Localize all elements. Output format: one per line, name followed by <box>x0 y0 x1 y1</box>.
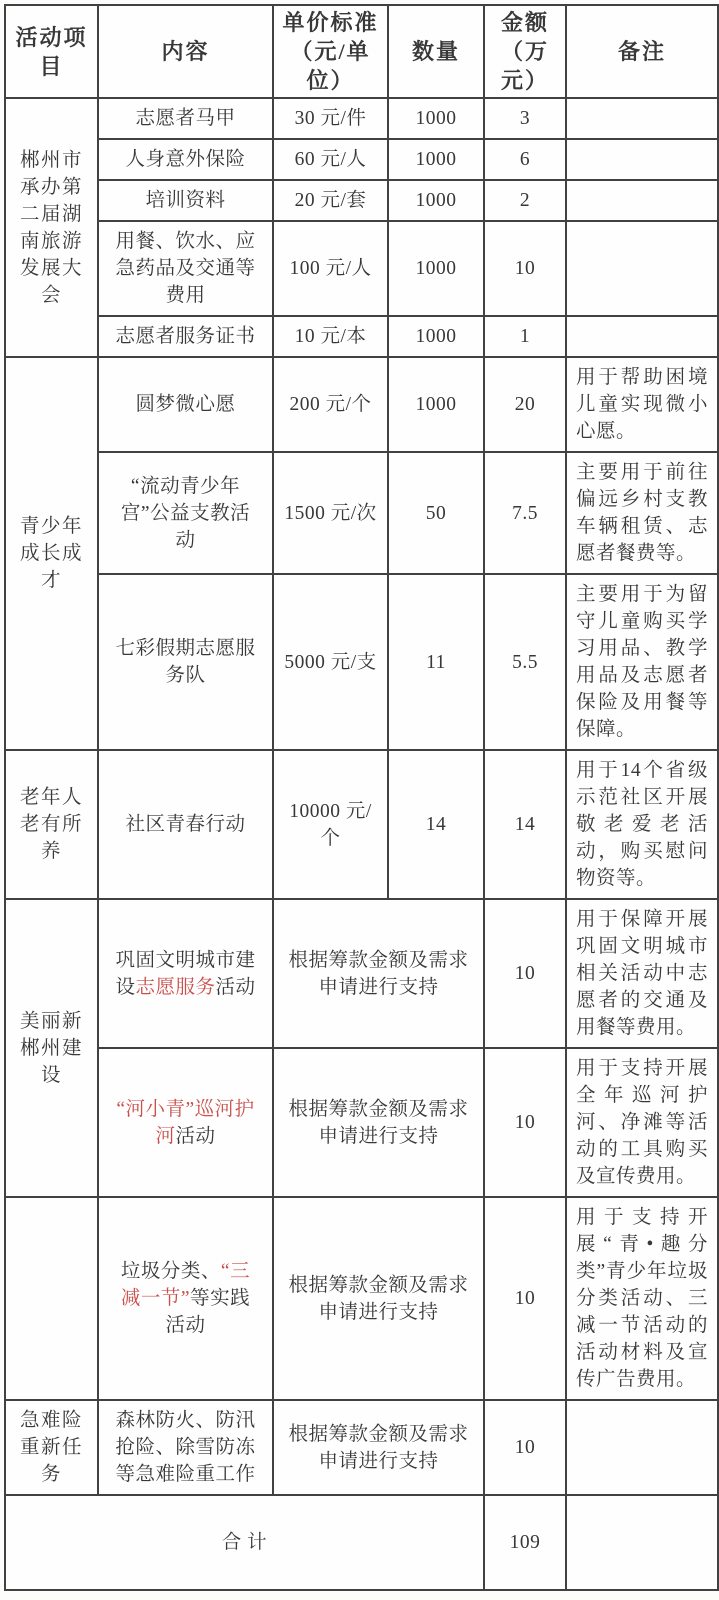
table-row <box>5 316 718 357</box>
price-cell: 30 元/件 <box>273 98 388 139</box>
price-cell: 20 元/套 <box>273 180 388 221</box>
content-cell: 培训资料 <box>98 180 273 221</box>
highlighted-red-text: “河小青”巡河护河 <box>116 1098 255 1147</box>
amount-cell: 10 <box>484 1048 566 1197</box>
content-cell: 七彩假期志愿服务队 <box>98 574 273 750</box>
remark-cell: 主要用于为留守儿童购买学习用品、教学用品及志愿者保险及用餐等保障。 <box>566 574 718 750</box>
table-row <box>5 357 718 452</box>
header-cell-amount: 金额（万元） <box>484 5 566 98</box>
remark-cell <box>566 221 718 316</box>
amount-cell: 10 <box>484 1197 566 1400</box>
table-row <box>5 1197 718 1400</box>
header-cell-unit_price: 单价标准（元/单位） <box>273 5 388 98</box>
amount-cell: 10 <box>484 221 566 316</box>
project-cell: 美丽新郴州建设 <box>5 899 98 1197</box>
content-cell: 森林防火、防汛抢险、除雪防冻等急难险重工作 <box>98 1400 273 1495</box>
table-row <box>5 221 718 316</box>
highlighted-red-text: “三减一节” <box>120 1261 251 1309</box>
total-row <box>5 1495 718 1590</box>
price-cell: 200 元/个 <box>273 357 388 452</box>
table-row <box>5 750 718 899</box>
qty-cell: 11 <box>388 574 484 750</box>
price-cell: 根据筹款金额及需求申请进行支持 <box>273 899 484 1048</box>
amount-cell: 2 <box>484 180 566 221</box>
header-cell-content: 内容 <box>98 5 273 98</box>
qty-cell: 1000 <box>388 221 484 316</box>
amount-cell: 20 <box>484 357 566 452</box>
content-cell <box>98 1048 273 1197</box>
content-cell: 人身意外保险 <box>98 139 273 180</box>
remark-cell <box>566 316 718 357</box>
amount-cell: 7.5 <box>484 452 566 574</box>
header-cell-project: 活动项目 <box>5 5 98 98</box>
qty-cell: 1000 <box>388 139 484 180</box>
qty-cell: 1000 <box>388 180 484 221</box>
table-row <box>5 899 718 1048</box>
content-cell <box>98 1197 273 1400</box>
text-segment: 等实践活动 <box>165 1288 251 1336</box>
price-cell: 60 元/人 <box>273 139 388 180</box>
content-cell: 社区青春行动 <box>98 750 273 899</box>
price-cell: 根据筹款金额及需求申请进行支持 <box>273 1048 484 1197</box>
total-label-cell: 合 计 <box>5 1495 484 1590</box>
project-cell <box>5 1197 98 1400</box>
content-cell: 用餐、饮水、应急药品及交通等费用 <box>98 221 273 316</box>
table-row <box>5 1400 718 1495</box>
project-cell: 老年人老有所养 <box>5 750 98 899</box>
amount-cell: 3 <box>484 98 566 139</box>
project-cell: 急难险重新任务 <box>5 1400 98 1495</box>
amount-cell: 10 <box>484 899 566 1048</box>
highlighted-red-text: 志愿服务 <box>135 976 216 998</box>
remark-cell <box>566 139 718 180</box>
table-row <box>5 1048 718 1197</box>
amount-cell: 10 <box>484 1400 566 1495</box>
header-cell-quantity: 数量 <box>388 5 484 98</box>
amount-cell: 14 <box>484 750 566 899</box>
table-row <box>5 98 718 139</box>
text-segment: 巩固文明城市建设 <box>115 949 256 998</box>
table-row <box>5 180 718 221</box>
text-segment: 垃圾分类、 <box>120 1261 221 1282</box>
price-cell: 10 元/本 <box>273 316 388 357</box>
content-cell: “流动青少年宫”公益支教活动 <box>98 452 273 574</box>
budget-table-body <box>5 98 718 1590</box>
price-cell: 1500 元/次 <box>273 452 388 574</box>
remark-cell: 用于14个省级示范社区开展敬老爱老活动，购买慰问物资等。 <box>566 750 718 899</box>
price-cell: 5000 元/支 <box>273 574 388 750</box>
qty-cell: 1000 <box>388 316 484 357</box>
content-cell <box>98 899 273 1048</box>
remark-cell <box>566 1400 718 1495</box>
price-cell: 100 元/人 <box>273 221 388 316</box>
price-cell: 根据筹款金额及需求申请进行支持 <box>273 1400 484 1495</box>
header-cell-remark: 备注 <box>566 5 718 98</box>
text-segment: 活动 <box>175 1125 216 1147</box>
header-row <box>5 5 718 98</box>
table-row <box>5 574 718 750</box>
qty-cell: 1000 <box>388 98 484 139</box>
remark-cell <box>566 180 718 221</box>
amount-cell: 109 <box>484 1495 566 1590</box>
qty-cell: 1000 <box>388 357 484 452</box>
amount-cell: 5.5 <box>484 574 566 750</box>
amount-cell: 6 <box>484 139 566 180</box>
content-cell: 志愿者马甲 <box>98 98 273 139</box>
qty-cell: 50 <box>388 452 484 574</box>
remark-cell: 用于帮助困境儿童实现微小心愿。 <box>566 357 718 452</box>
text-segment: 活动 <box>215 976 256 998</box>
remark-cell <box>566 1495 718 1590</box>
amount-cell: 1 <box>484 316 566 357</box>
budget-table-header <box>5 5 718 98</box>
project-cell: 青少年成长成才 <box>5 357 98 750</box>
remark-cell: 用于支持开展“青•趣分类”青少年垃圾分类活动、三减一节活动的活动材料及宣传广告费用。 <box>566 1197 718 1400</box>
table-row <box>5 452 718 574</box>
qty-cell: 14 <box>388 750 484 899</box>
remark-cell: 主要用于前往偏远乡村支教车辆租赁、志愿者餐费等。 <box>566 452 718 574</box>
content-cell: 圆梦微心愿 <box>98 357 273 452</box>
price-cell: 10000 元/个 <box>273 750 388 899</box>
content-cell: 志愿者服务证书 <box>98 316 273 357</box>
remark-cell <box>566 98 718 139</box>
remark-cell: 用于支持开展全年巡河护河、净滩等活动的工具购买及宣传费用。 <box>566 1048 718 1197</box>
budget-table <box>4 4 719 1591</box>
project-cell: 郴州市承办第二届湖南旅游发展大会 <box>5 98 98 357</box>
remark-cell: 用于保障开展巩固文明城市相关活动中志愿者的交通及用餐等费用。 <box>566 899 718 1048</box>
table-row <box>5 139 718 180</box>
price-cell: 根据筹款金额及需求申请进行支持 <box>273 1197 484 1400</box>
